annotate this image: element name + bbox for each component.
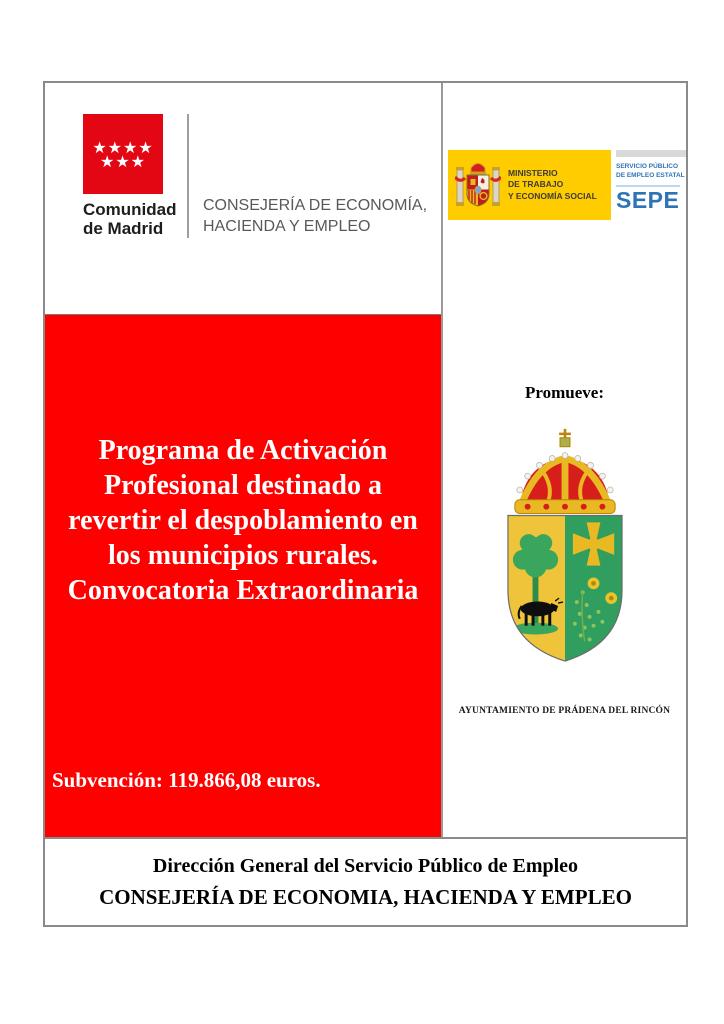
ministry-name-line-3: Y ECONOMÍA SOCIAL — [508, 190, 597, 201]
footer-line-2: CONSEJERÍA DE ECONOMIA, HACIENDA Y EMPLEO — [99, 884, 632, 909]
sepe-small-line-2: DE EMPLEO ESTATAL — [616, 172, 685, 180]
cam-wordmark-line-1: Comunidad — [83, 200, 177, 219]
sepe-gray-strip — [616, 150, 686, 157]
document-body — [45, 83, 686, 837]
consejeria-text — [203, 196, 427, 238]
consejeria-line-1: CONSEJERÍA DE ECONOMÍA, — [203, 197, 428, 215]
title-line-1: Programa de Activación — [98, 435, 388, 466]
title-line-2: Profesional destinado a — [104, 470, 382, 501]
madrid-flag-icon — [83, 114, 163, 194]
sepe-small-text — [616, 162, 686, 181]
flag-stars-row-2: ★★★ — [99, 151, 147, 171]
comunidad-madrid-logo — [83, 114, 441, 238]
ministry-name-line-1: MINISTERIO — [508, 167, 558, 178]
ministry-name — [508, 168, 597, 202]
document-footer — [45, 837, 686, 925]
ministry-logo — [448, 150, 611, 220]
madrid-flag-block — [83, 114, 175, 238]
ministry-sepe-logo — [448, 150, 686, 220]
consejeria-line-2: HACIENDA Y EMPLEO — [203, 217, 371, 235]
sepe-acronym: SEPE — [616, 186, 680, 213]
ayuntamiento-name: AYUNTAMIENTO DE PRÁDENA DEL RINCÓN — [458, 706, 671, 716]
program-panel — [45, 314, 441, 837]
document-frame — [43, 81, 688, 927]
sepe-small-line-1: SERVICIO PÚBLICO — [616, 163, 679, 170]
cam-wordmark — [83, 201, 175, 238]
shield-icon — [507, 515, 621, 665]
subsidy-text: Subvención: 119.866,08 euros. — [52, 768, 321, 792]
flag-stars-row-1: ★★★★ — [92, 137, 154, 157]
sepe-logo — [616, 150, 686, 220]
program-title — [45, 433, 441, 608]
logo-divider — [187, 114, 189, 238]
title-line-5: Convocatoria Extraordinaria — [67, 575, 419, 606]
footer-line-1: Dirección General del Servicio Público de Empleo — [152, 854, 579, 877]
title-line-3: revertir el despoblamiento en — [68, 505, 418, 536]
left-column — [45, 83, 441, 837]
ministry-name-line-2: DE TRABAJO — [508, 179, 564, 190]
crown-icon — [514, 429, 614, 514]
pradena-crest-icon — [496, 425, 634, 670]
comunidad-madrid-header — [45, 83, 441, 314]
right-column — [441, 83, 686, 837]
title-line-4: los municipios rurales. — [108, 540, 378, 571]
spain-coat-of-arms-icon — [455, 156, 501, 214]
promueve-label: Promueve: — [525, 383, 604, 402]
cam-wordmark-line-2: de Madrid — [83, 218, 164, 238]
